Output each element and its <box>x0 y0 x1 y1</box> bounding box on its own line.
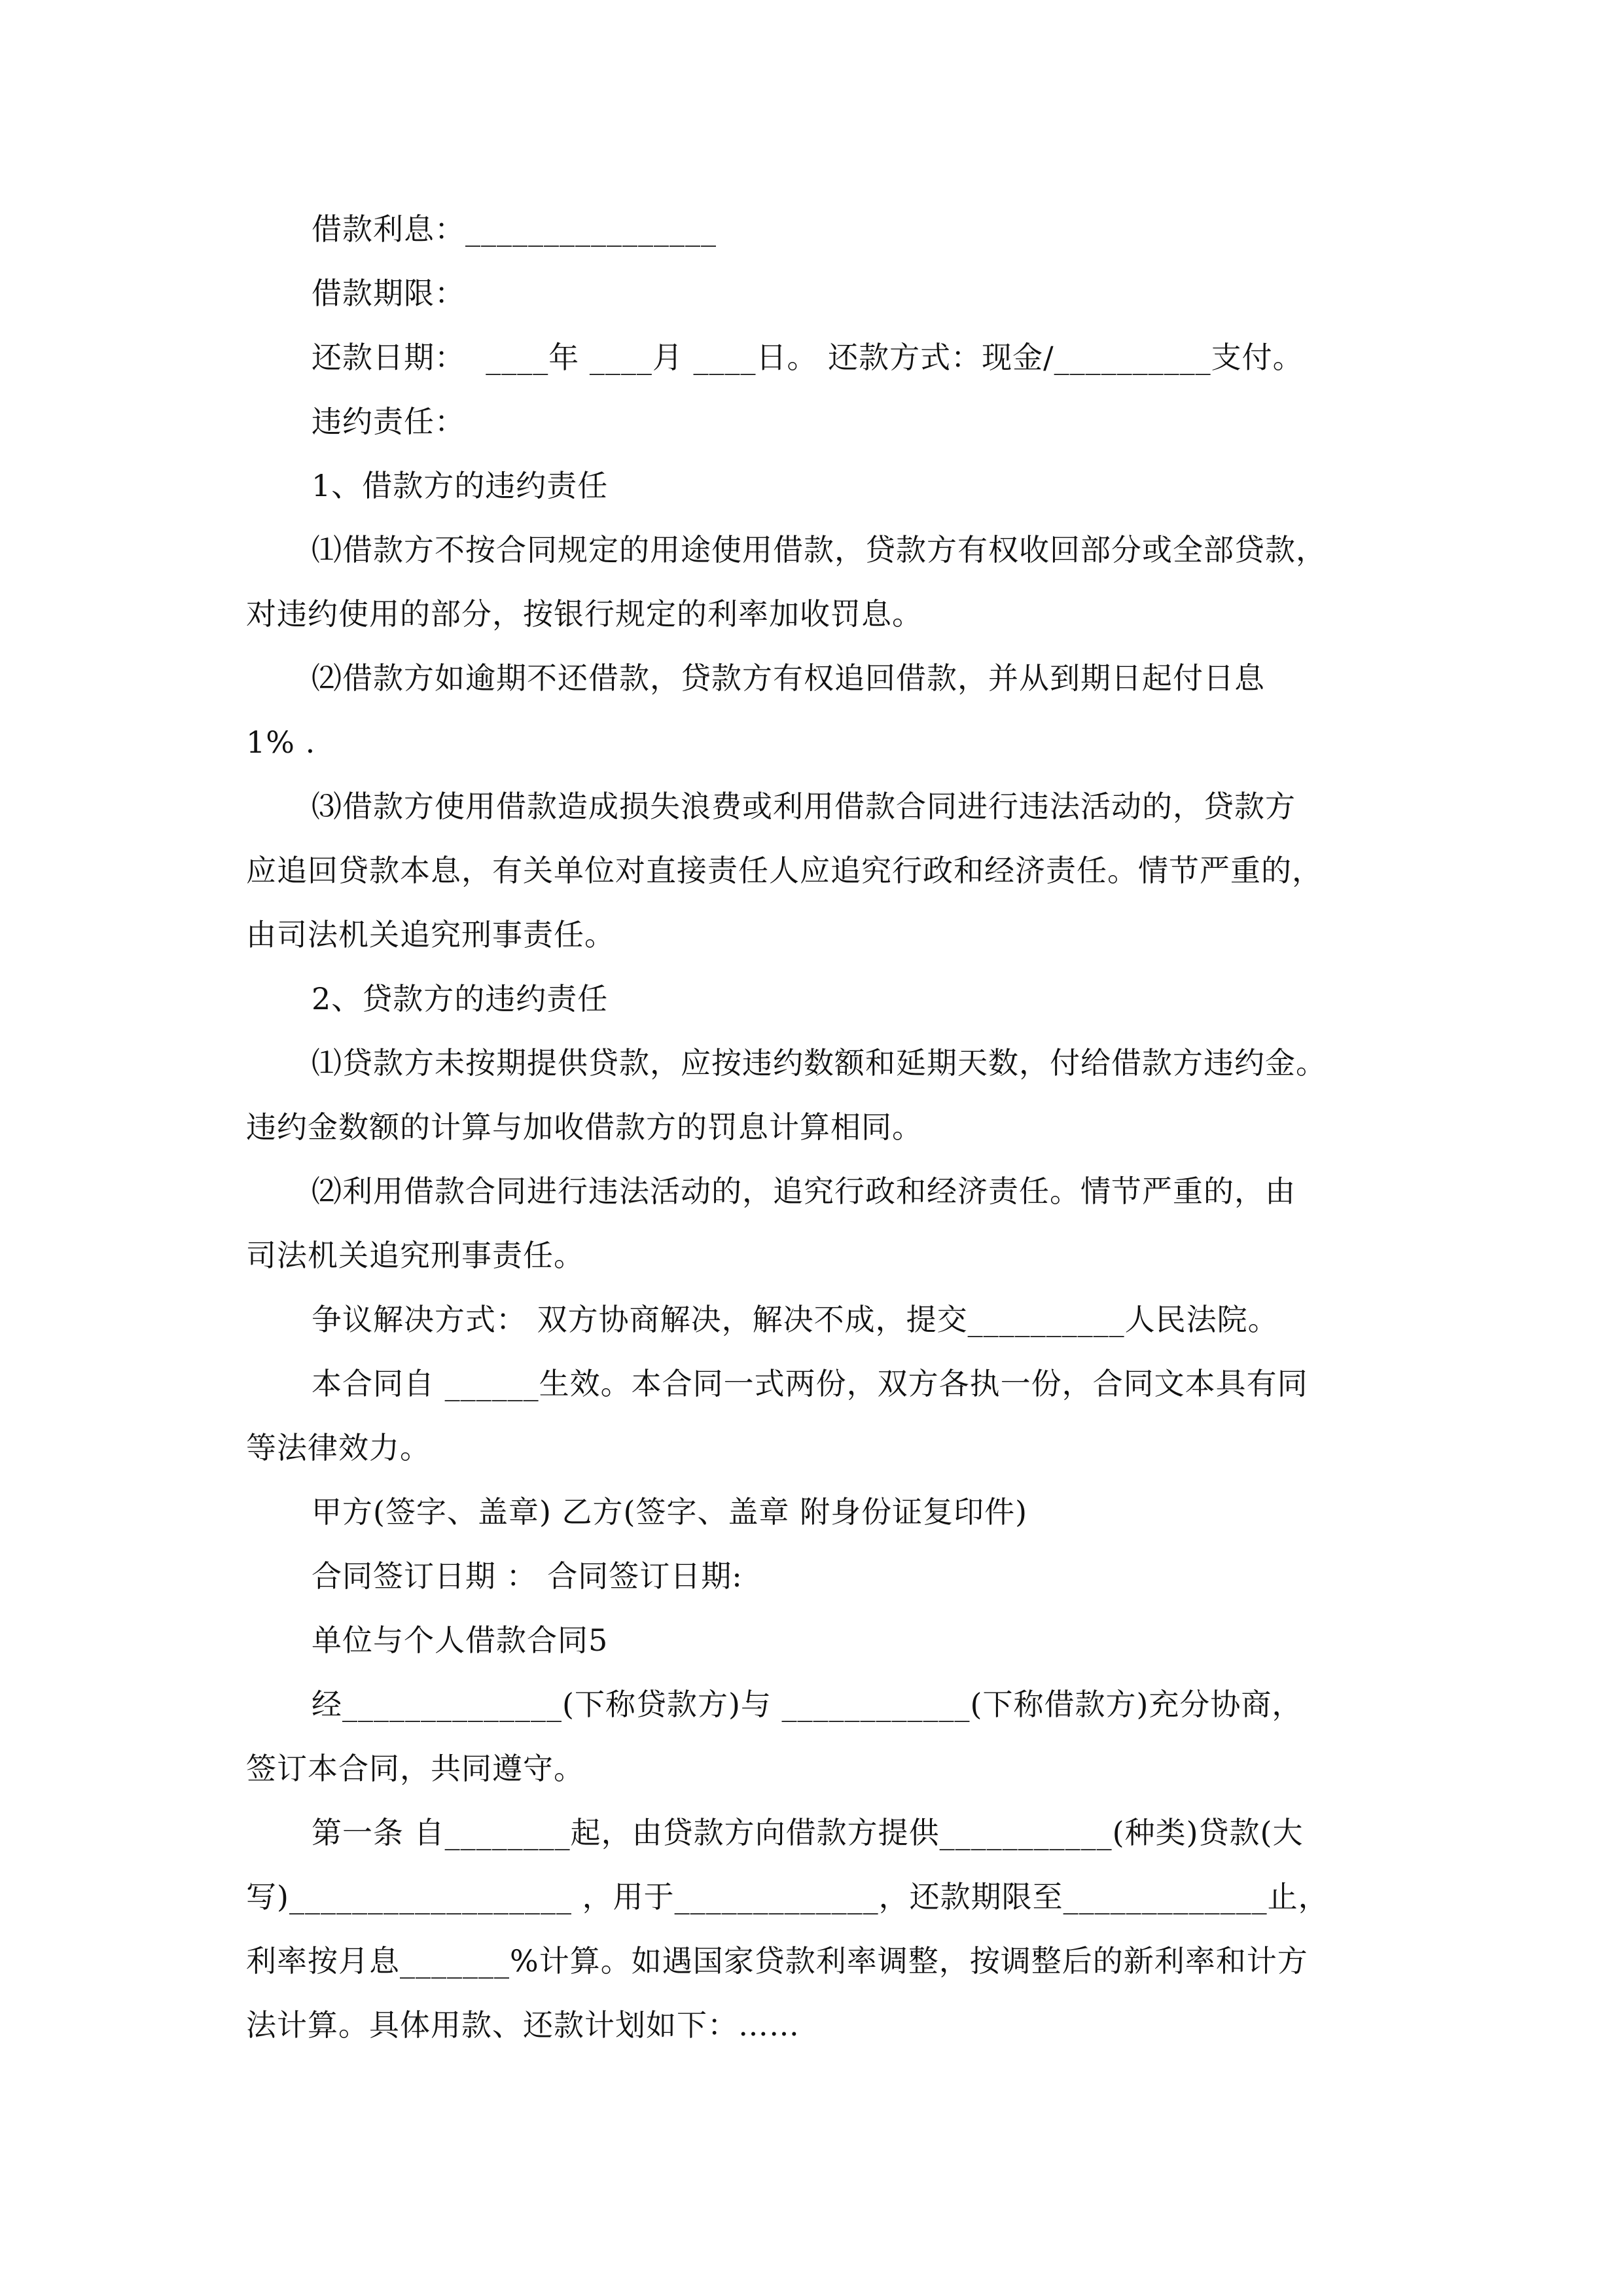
paragraph-line: 应追回贷款本息，有关单位对直接责任人应追究行政和经济责任。情节严重的， <box>246 853 1323 888</box>
paragraph-line: ⑴贷款方未按期提供贷款，应按违约数额和延期天数，付给借款方违约金。 <box>312 1045 1327 1081</box>
lender-liability-heading: 2、贷款方的违约责任 <box>312 981 609 1016</box>
paragraph-line: ⑶借款方使用借款造成损失浪费或利用借款合同进行违法活动的，贷款方 <box>312 789 1296 824</box>
paragraph-line: 经______________(下称贷款方)与 ____________(下称借款方)充分协商， <box>312 1687 1303 1722</box>
paragraph-line: 司法机关追究刑事责任。 <box>246 1238 584 1273</box>
article-one-line: 法计算。具体用款、还款计划如下：…… <box>246 2007 800 2043</box>
signature-parties-line: 甲方(签字、盖章) 乙方(签字、盖章 附身份证复印件) <box>312 1494 1028 1530</box>
signing-date-line: 合同签订日期 ： 合同签订日期: <box>312 1558 743 1594</box>
paragraph-line: ⑴借款方不按合同规定的用途使用借款，贷款方有权收回部分或全部贷款， <box>312 532 1327 567</box>
dispute-resolution-line: 争议解决方式： 双方协商解决，解决不成，提交__________人民法院。 <box>312 1302 1279 1337</box>
effective-clause-line: 等法律效力。 <box>246 1430 431 1465</box>
paragraph-line: 对违约使用的部分，按银行规定的利率加收罚息。 <box>246 596 923 632</box>
article-one-line: 利率按月息_______%计算。如遇国家贷款利率调整，按调整后的新利率和计方 <box>246 1943 1308 1979</box>
article-one-line: 写)__________________ ，用于_____________，还款期限至_____________止， <box>246 1879 1329 1914</box>
effective-clause-line: 本合同自 ______生效。本合同一式两份，双方各执一份，合同文本具有同 <box>312 1366 1308 1401</box>
paragraph-line: 1% . <box>246 725 316 760</box>
paragraph-line: 签订本合同，共同遵守。 <box>246 1751 584 1786</box>
borrower-liability-heading: 1、借款方的违约责任 <box>312 468 609 503</box>
article-one-line: 第一条 自________起，由贷款方向借款方提供___________(种类)贷款(大 <box>312 1815 1304 1850</box>
paragraph-line: ⑵借款方如逾期不还借款，贷款方有权追回借款，并从到期日起付日息 <box>312 660 1265 696</box>
loan-interest-line: 借款利息：________________ <box>312 211 717 247</box>
loan-term-line: 借款期限： <box>312 276 465 311</box>
repayment-date-line: 还款日期： ____年 ____月 ____日。 还款方式：现金/__________支付。 <box>312 340 1304 375</box>
paragraph-line: ⑵利用借款合同进行违法活动的，追究行政和经济责任。情节严重的，由 <box>312 1174 1296 1209</box>
contract-title: 单位与个人借款合同5 <box>312 1623 609 1658</box>
paragraph-line: 由司法机关追究刑事责任。 <box>246 917 615 952</box>
paragraph-line: 违约金数额的计算与加收借款方的罚息计算相同。 <box>246 1109 923 1145</box>
liability-heading: 违约责任： <box>312 404 465 439</box>
